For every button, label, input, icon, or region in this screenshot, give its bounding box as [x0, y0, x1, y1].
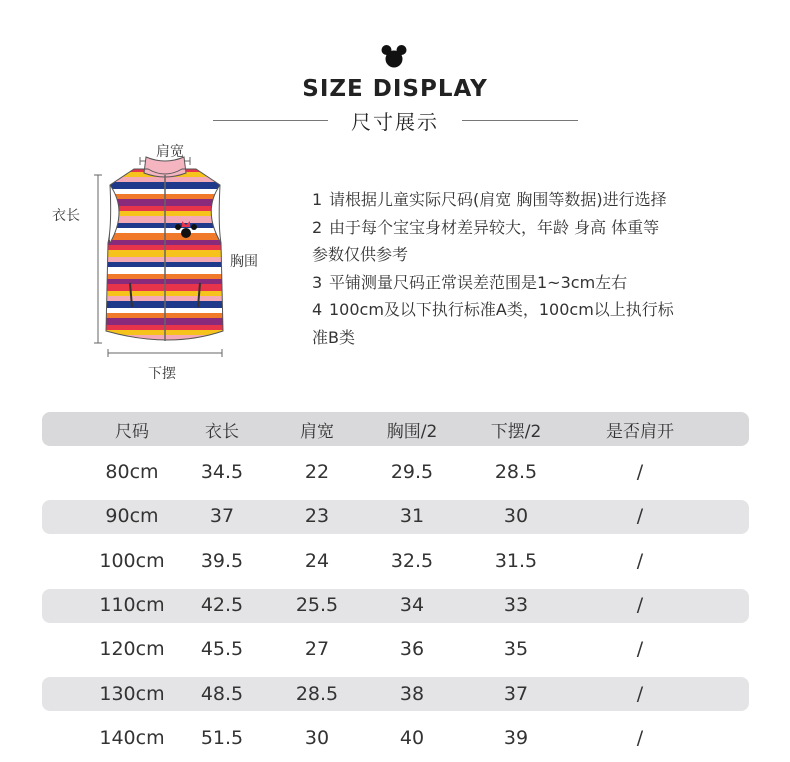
table-header-row [42, 412, 749, 446]
note-2-continued: 参数仅供参考 [312, 245, 409, 264]
header-chest-half: 胸围/2 [386, 421, 438, 442]
cell-shoulder-open: / [636, 594, 644, 617]
header-shoulder: 肩宽 [300, 421, 334, 442]
header-hem-half: 下摆/2 [490, 421, 542, 442]
cell-chest-half: 36 [399, 638, 425, 661]
cell-shoulder: 24 [304, 549, 330, 572]
header-length: 衣长 [205, 421, 239, 442]
cell-hem-half: 30 [503, 505, 529, 528]
cell-shoulder: 22 [304, 461, 330, 484]
note-number: 2 [312, 217, 323, 237]
note-number: 1 [312, 190, 323, 209]
cell-size: 140cm [99, 726, 165, 749]
table-row [42, 539, 749, 583]
cell-shoulder: 25.5 [295, 594, 339, 617]
length-label: 衣长 [52, 208, 80, 224]
table-row [42, 583, 749, 627]
cell-shoulder-open: / [636, 726, 644, 749]
cell-chest-half: 38 [399, 682, 425, 705]
note-text: 由于每个宝宝身材差异较大，年龄 身高 体重等 [329, 217, 660, 237]
cell-length: 39.5 [200, 549, 244, 572]
hem-label: 下摆 [148, 366, 176, 382]
mouse-ears-icon [381, 44, 407, 70]
table-body [42, 450, 749, 760]
title-chinese: 尺寸展示 [351, 110, 439, 134]
cell-length: 45.5 [200, 638, 244, 661]
cell-length: 34.5 [200, 461, 244, 484]
cell-hem-half: 39 [503, 726, 529, 749]
cell-length: 37 [209, 505, 235, 528]
cell-size: 120cm [99, 638, 165, 661]
cell-hem-half: 31.5 [494, 549, 538, 572]
cell-size: 130cm [99, 682, 165, 705]
cell-shoulder: 23 [304, 505, 330, 528]
vest-size-diagram [40, 135, 290, 395]
header-shoulder-open: 是否肩开 [606, 421, 674, 442]
cell-length: 51.5 [200, 726, 244, 749]
cell-shoulder-open: / [636, 549, 644, 572]
table-row [42, 671, 749, 715]
note-number: 4 [312, 300, 323, 319]
cell-shoulder-open: / [636, 461, 644, 484]
note-text: 请根据儿童实际尺码(肩宽 胸围等数据)进行选择 [329, 190, 667, 209]
cell-shoulder-open: / [636, 682, 644, 705]
cell-shoulder-open: / [636, 505, 644, 528]
table-row [42, 494, 749, 538]
note-text: 平铺测量尺码正常误差范围是1~3cm左右 [329, 272, 628, 292]
cell-length: 48.5 [200, 682, 244, 705]
title-english: SIZE DISPLAY [302, 76, 488, 102]
note-1 [312, 186, 772, 214]
cell-shoulder: 30 [304, 726, 330, 749]
shoulder-label: 肩宽 [156, 144, 184, 160]
title-divider-right [462, 120, 578, 121]
note-4-continued: 准B类 [312, 327, 355, 347]
size-table [42, 412, 749, 760]
note-2 [312, 214, 772, 242]
cell-hem-half: 35 [503, 638, 529, 661]
note-4 [312, 296, 772, 324]
cell-chest-half: 29.5 [390, 461, 434, 484]
header-size: 尺码 [115, 421, 149, 442]
cell-chest-half: 32.5 [390, 549, 434, 572]
note-3 [312, 269, 772, 297]
cell-shoulder-open: / [636, 638, 644, 661]
cell-hem-half: 37 [503, 682, 529, 705]
cell-chest-half: 40 [399, 726, 425, 749]
table-row [42, 716, 749, 760]
chest-label: 胸围 [230, 254, 258, 270]
cell-hem-half: 33 [503, 594, 529, 617]
cell-shoulder: 28.5 [295, 682, 339, 705]
cell-hem-half: 28.5 [494, 461, 538, 484]
cell-size: 100cm [99, 549, 165, 572]
cell-shoulder: 27 [304, 638, 330, 661]
vest-stripe [100, 347, 230, 352]
vest-stripe [100, 342, 230, 347]
note-text: 100cm及以下执行标准A类，100cm以上执行标 [329, 300, 674, 319]
size-notes [312, 186, 772, 351]
table-row [42, 450, 749, 494]
cell-size: 80cm [105, 461, 159, 484]
cell-length: 42.5 [200, 594, 244, 617]
cell-chest-half: 31 [399, 505, 425, 528]
cell-chest-half: 34 [399, 594, 425, 617]
note-number: 3 [312, 272, 323, 292]
vest-illustration [40, 135, 290, 395]
cell-size: 90cm [105, 505, 159, 528]
cell-size: 110cm [99, 594, 165, 617]
table-row [42, 627, 749, 671]
